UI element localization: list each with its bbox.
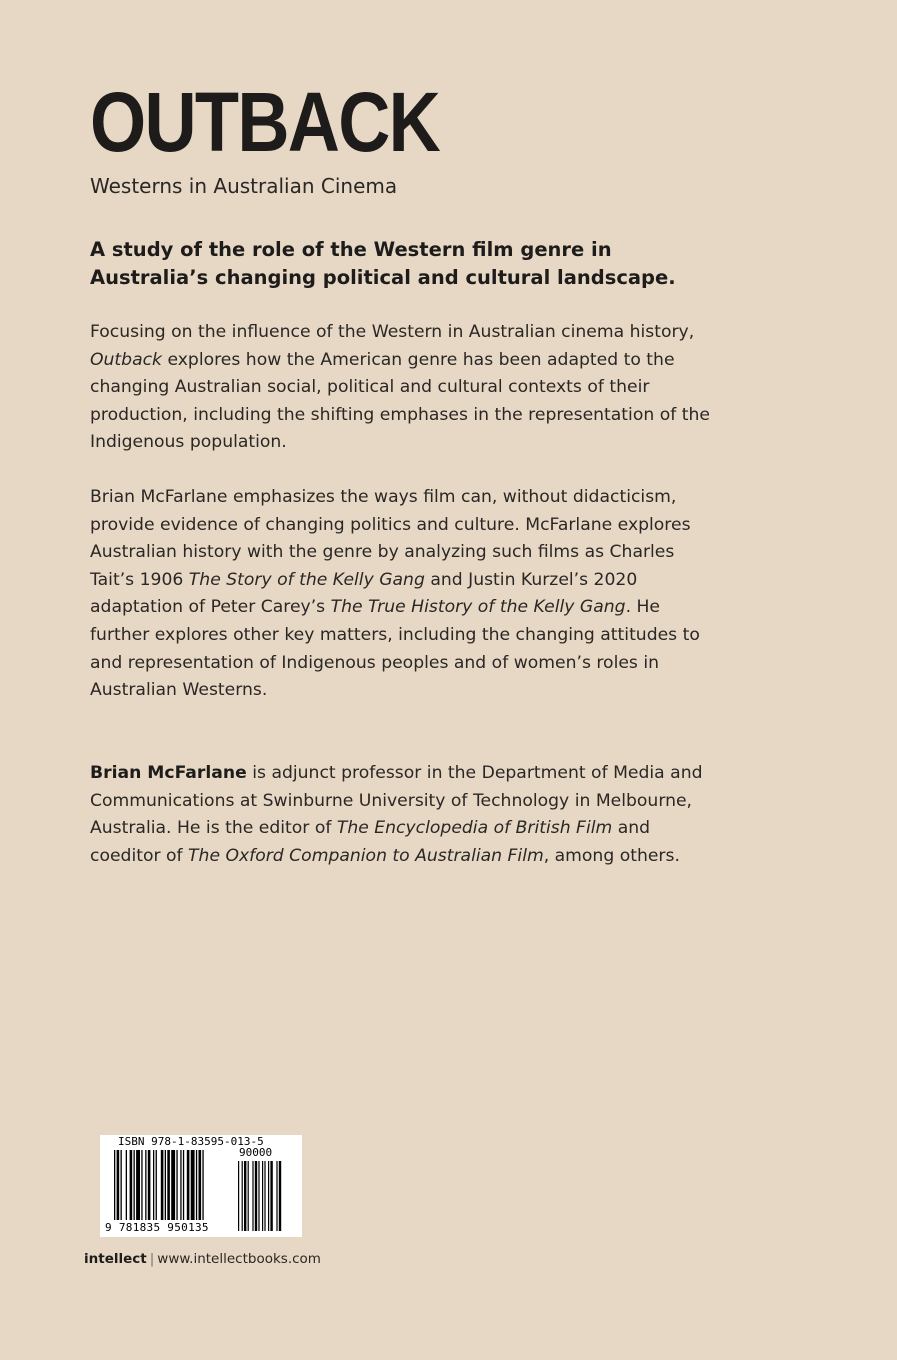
barcode-addon-bar: [255, 1161, 257, 1231]
barcode-bar: [161, 1150, 164, 1220]
barcode-bar: [180, 1150, 181, 1220]
barcode-addon-bar: [262, 1161, 263, 1231]
barcode-bar: [141, 1150, 142, 1220]
barcode-bar: [202, 1150, 203, 1220]
barcode-bar: [134, 1150, 135, 1220]
publisher-url[interactable]: www.intellectbooks.com: [157, 1251, 321, 1267]
barcode-bar: [199, 1150, 202, 1220]
publisher-brand: intellect: [84, 1251, 147, 1267]
p2-title-story-kelly-gang: The Story of the Kelly Gang: [188, 569, 425, 590]
book-subtitle: Westerns in Australian Cinema: [90, 174, 398, 198]
book-title: OUTBACK: [90, 75, 440, 169]
barcode-addon-bar: [244, 1161, 246, 1231]
barcode-addon-bar: [242, 1161, 243, 1231]
barcode-addon-bar: [258, 1161, 259, 1231]
barcode-bar: [145, 1150, 146, 1220]
publisher-footer: [84, 1250, 321, 1268]
barcode-bar: [156, 1150, 157, 1220]
isbn-label: ISBN 978-1-83595-013-5: [118, 1135, 264, 1148]
barcode-bar: [130, 1150, 133, 1220]
barcode-addon-bar: [268, 1161, 269, 1231]
barcode-addon-number: 90000: [239, 1146, 273, 1159]
p1-text-a: Focusing on the influence of the Western in Australian cinema history,: [90, 322, 695, 342]
p1-text-c: explores how the American genre has been adapted to the changing Australian social, political and cultural contexts of their production, including the shifting emphases in the representation of the Indigenous population.: [90, 349, 710, 453]
barcode-bar: [136, 1150, 140, 1220]
footer-separator: |: [149, 1251, 155, 1267]
barcode-bar: [171, 1150, 175, 1220]
barcode-bar: [183, 1150, 184, 1220]
barcode-bar: [187, 1150, 190, 1220]
p2-text-e: . He further explores other key matters, including the changing attitudes to and representation of Indigenous peoples and of women’s roles in Australian Westerns.: [90, 597, 700, 701]
p2-text-a: Brian McFarlane emphasizes the ways film can, without didacticism, provide evidence of changing politics and culture. McFarlane explores Australian history with the genre by analyzing such films as Charles Tait’s 1906: [90, 487, 691, 590]
author-bio-paragraph: [90, 760, 710, 870]
barcode-addon-bar: [279, 1161, 281, 1231]
barcode-bar: [191, 1150, 195, 1220]
author-name: Brian McFarlane: [90, 763, 247, 783]
barcode-bar: [167, 1150, 170, 1220]
barcode-addon-bar: [252, 1161, 253, 1231]
description-paragraph-2: [90, 484, 710, 705]
barcode-bar: [165, 1150, 166, 1220]
barcode-addon-bar: [238, 1161, 239, 1231]
barcode-bar: [196, 1150, 197, 1220]
barcode-addon-bar: [270, 1161, 272, 1231]
barcode-bar: [176, 1150, 177, 1220]
barcode-bar: [153, 1150, 154, 1220]
lede-text: A study of the role of the Western film genre in Australia’s changing political and cultural landscape.: [90, 238, 676, 289]
p3-text-b: is adjunct professor in the Department of Media and Communications at Swinburne University of Technology in Melbourne, Australia. He is the editor of: [90, 763, 703, 839]
barcode-digits: 9 781835 950135: [105, 1221, 209, 1234]
barcode-addon-bar: [264, 1161, 265, 1231]
barcode-bar: [126, 1150, 127, 1220]
p2-text-c: and Justin Kurzel’s 2020 adaptation of Peter Carey’s: [90, 569, 638, 618]
p3-title-oxford-companion: The Oxford Companion to Australian Film: [188, 845, 544, 866]
barcode-bar: [114, 1150, 115, 1220]
barcode-addon-bar: [248, 1161, 249, 1231]
description-paragraph-1: [90, 319, 710, 457]
p1-title-outback: Outback: [90, 349, 163, 370]
isbn-barcode: [100, 1135, 302, 1237]
p3-text-f: , among others.: [543, 845, 680, 866]
barcode-addon-bar: [276, 1161, 277, 1231]
barcode-bar: [117, 1150, 120, 1220]
p2-title-true-history: The True History of the Kelly Gang: [330, 597, 626, 618]
barcode-bar: [121, 1150, 122, 1220]
p3-title-encyclopedia: The Encyclopedia of British Film: [336, 818, 613, 839]
p3-text-d: and coeditor of: [90, 818, 651, 866]
barcode-bar: [148, 1150, 151, 1220]
